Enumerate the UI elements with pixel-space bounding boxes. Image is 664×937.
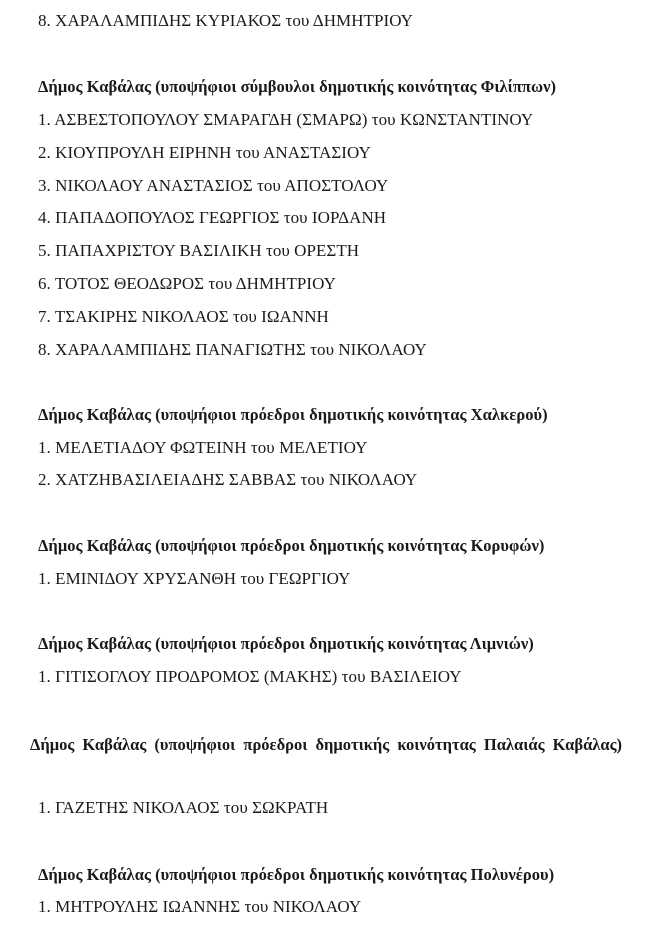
section-heading: Δήμος Καβάλας (υποψήφιοι πρόεδροι δημοτικής κοινότητας Κορυφών) [38,536,545,555]
section-heading: Δήμος Καβάλας (υποψήφιοι πρόεδροι δημοτικής κοινότητας Πολυνέρου) [38,865,555,884]
list-item: 4. ΠΑΠΑΔΟΠΟΥΛΟΣ ΓΕΩΡΓΙΟΣ του ΙΟΡΔΑΝΗ [38,208,387,227]
list-item: 3. ΝΙΚΟΛΑΟΥ ΑΝΑΣΤΑΣΙΟΣ του ΑΠΟΣΤΟΛΟΥ [38,176,389,195]
section-heading: Δήμος Καβάλας (υποψήφιοι πρόεδροι δημοτικής κοινότητας Χαλκερού) [38,405,548,424]
list-item: 2. ΚΙΟΥΠΡΟΥΛΗ ΕΙΡΗΝΗ του ΑΝΑΣΤΑΣΙΟΥ [38,143,371,162]
list-item: 1. ΓΑΖΕΤΗΣ ΝΙΚΟΛΑΟΣ του ΣΩΚΡΑΤΗ [38,798,329,817]
list-item: 1. ΑΣΒΕΣΤΟΠΟΥΛΟΥ ΣΜΑΡΑΓΔΗ (ΣΜΑΡΩ) του ΚΩΝΣΤΑΝΤΙΝΟΥ [38,110,534,129]
list-item: 1. ΕΜΙΝΙΔΟΥ ΧΡΥΣΑΝΘΗ του ΓΕΩΡΓΙΟΥ [38,569,351,588]
list-item: 1. ΓΙΤΙΣΟΓΛΟΥ ΠΡΟΔΡΟΜΟΣ (ΜΑΚΗΣ) του ΒΑΣΙΛΕΙΟΥ [38,667,462,686]
list-item: 8. ΧΑΡΑΛΑΜΠΙΔΗΣ ΠΑΝΑΓΙΩΤΗΣ του ΝΙΚΟΛΑΟΥ [38,340,427,359]
section-heading: Δήμος Καβάλας (υποψήφιοι πρόεδροι δημοτικής κοινότητας Παλαιάς Καβάλας) [30,735,623,754]
list-item: 2. ΧΑΤΖΗΒΑΣΙΛΕΙΑΔΗΣ ΣΑΒΒΑΣ του ΝΙΚΟΛΑΟΥ [38,470,418,489]
list-item: 8. ΧΑΡΑΛΑΜΠΙΔΗΣ ΚΥΡΙΑΚΟΣ του ΔΗΜΗΤΡΙΟΥ [38,11,413,30]
section-heading: Δήμος Καβάλας (υποψήφιοι σύμβουλοι δημοτικής κοινότητας Φιλίππων) [38,77,557,96]
list-item: 7. ΤΣΑΚΙΡΗΣ ΝΙΚΟΛΑΟΣ του ΙΩΑΝΝΗ [38,307,329,326]
list-item: 5. ΠΑΠΑΧΡΙΣΤΟΥ ΒΑΣΙΛΙΚΗ του ΟΡΕΣΤΗ [38,241,360,260]
section-heading: Δήμος Καβάλας (υποψήφιοι πρόεδροι δημοτικής κοινότητας Λιμνιών) [38,634,534,653]
list-item: 1. ΜΕΛΕΤΙΑΔΟΥ ΦΩΤΕΙΝΗ του ΜΕΛΕΤΙΟΥ [38,438,368,457]
list-item: 1. ΜΗΤΡΟΥΛΗΣ ΙΩΑΝΝΗΣ του ΝΙΚΟΛΑΟΥ [38,897,362,916]
list-item: 6. ΤΟΤΟΣ ΘΕΟΔΩΡΟΣ του ΔΗΜΗΤΡΙΟΥ [38,274,336,293]
